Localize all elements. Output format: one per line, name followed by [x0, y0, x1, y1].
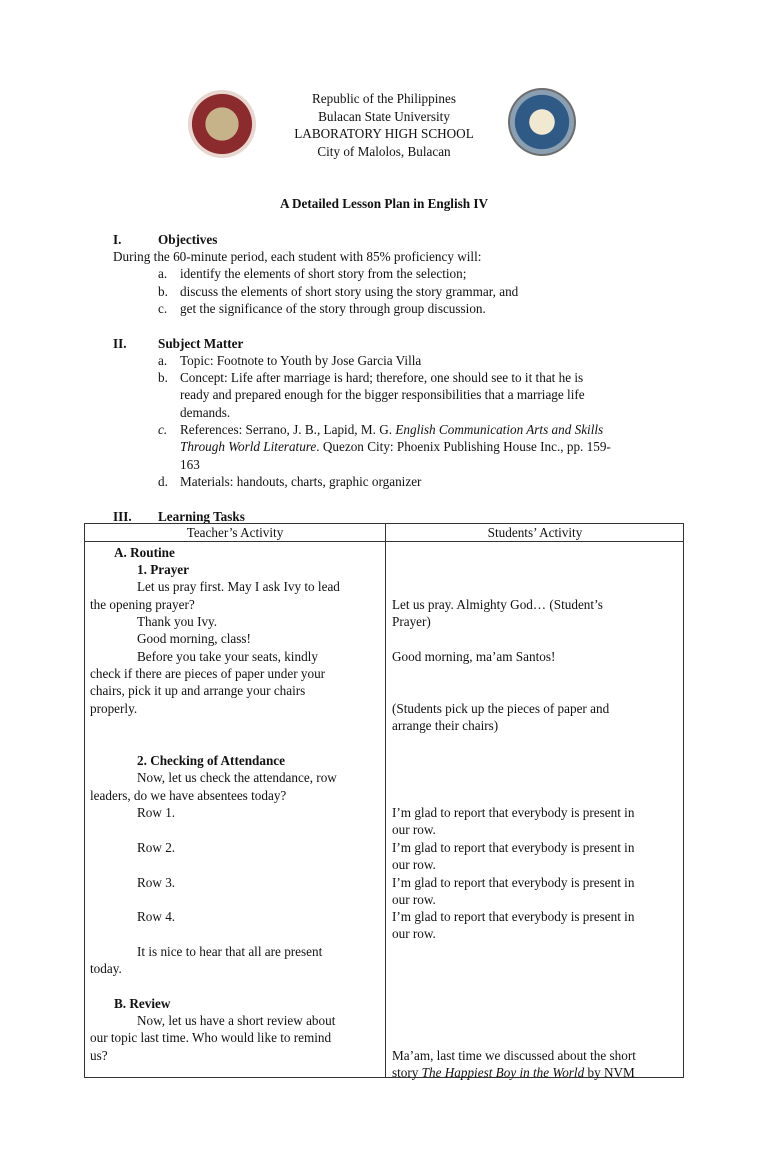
subject-a-letter: a. — [158, 353, 168, 368]
student-report-row-1-line-1: I’m glad to report that everybody is present in — [392, 805, 635, 820]
teacher-attendance-line-1: Now, let us check the attendance, row — [137, 770, 337, 785]
teacher-nice-line-1: It is nice to hear that all are present — [137, 944, 323, 959]
teacher-review-line-2: our topic last time. Who would like to remind — [90, 1030, 332, 1045]
student-chairs-line-2: arrange their chairs) — [392, 718, 499, 733]
section-heading-subject: Subject Matter — [158, 336, 244, 351]
subject-b-letter: b. — [158, 370, 168, 385]
objective-a-letter: a. — [158, 266, 168, 281]
university-seal-icon — [188, 90, 256, 158]
activity-table — [84, 523, 684, 1078]
teacher-review-line-1: Now, let us have a short review about — [137, 1013, 336, 1028]
section-heading-tasks: Learning Tasks — [158, 509, 245, 524]
subject-topic: Topic: Footnote to Youth by Jose Garcia Villa — [180, 353, 422, 368]
student-prayer-line-2: Prayer) — [392, 614, 431, 629]
letterhead-line-1: Republic of the Philippines — [312, 91, 456, 106]
teacher-row-4: Row 4. — [137, 909, 176, 924]
section-number-tasks: III. — [113, 509, 132, 524]
student-chairs-line-1: (Students pick up the pieces of paper and — [392, 701, 610, 716]
teacher-seats-line-1: Before you take your seats, kindly — [137, 649, 318, 664]
letterhead — [250, 90, 518, 160]
student-report-row-1-line-2: our row. — [392, 822, 436, 837]
student-report-row-4-line-2: our row. — [392, 926, 436, 941]
subject-concept-line-3: demands. — [180, 405, 231, 420]
objective-a-text: identify the elements of short story from the selection; — [180, 266, 467, 281]
page-title: A Detailed Lesson Plan in English IV — [279, 196, 489, 211]
subject-d-letter: d. — [158, 474, 168, 489]
subject-c-letter: c. — [158, 422, 168, 437]
student-report-row-2-line-1: I’m glad to report that everybody is present in — [392, 840, 635, 855]
objective-c-text: get the significance of the story through group discussion. — [180, 301, 486, 316]
teacher-prayer-line-2: the opening prayer? — [90, 597, 195, 612]
routine-heading: A. Routine — [114, 545, 175, 560]
teacher-prayer-line-1: Let us pray first. May I ask Ivy to lead — [137, 579, 340, 594]
table-column-divider — [385, 524, 386, 1077]
college-seal-icon — [508, 88, 576, 156]
objectives-intro: During the 60-minute period, each student with 85% proficiency will: — [113, 249, 482, 264]
prayer-heading: 1. Prayer — [137, 562, 189, 577]
teacher-seats-line-4: properly. — [90, 701, 138, 716]
subject-references-line-1: References: Serrano, J. B., Lapid, M. G. English Communication Arts and Skills — [180, 422, 604, 437]
letterhead-line-3: LABORATORY HIGH SCHOOL — [294, 126, 474, 141]
letterhead-line-2: Bulacan State University — [318, 108, 450, 124]
objective-b-letter: b. — [158, 284, 168, 299]
student-review-line-2: story The Happiest Boy in the World by NVM — [392, 1065, 635, 1080]
teacher-row-3: Row 3. — [137, 875, 176, 890]
table-header-students: Students’ Activity — [487, 525, 583, 540]
review-heading: B. Review — [114, 996, 171, 1011]
subject-materials: Materials: handouts, charts, graphic organizer — [180, 474, 422, 489]
student-report-row-3-line-2: our row. — [392, 892, 436, 907]
student-review-line-1: Ma’am, last time we discussed about the short — [392, 1048, 636, 1063]
section-number-subject: II. — [113, 336, 127, 351]
teacher-seats-line-2: check if there are pieces of paper under your — [90, 666, 326, 681]
teacher-greeting: Good morning, class! — [137, 631, 251, 646]
student-report-row-3-line-1: I’m glad to report that everybody is present in — [392, 875, 635, 890]
teacher-row-1: Row 1. — [137, 805, 176, 820]
student-greeting: Good morning, ma’am Santos! — [392, 649, 556, 664]
subject-concept-line-1: Concept: Life after marriage is hard; therefore, one should see to it that he is — [180, 370, 584, 385]
table-header-teacher: Teacher’s Activity — [186, 525, 284, 540]
student-report-row-2-line-2: our row. — [392, 857, 436, 872]
teacher-seats-line-3: chairs, pick it up and arrange your chairs — [90, 683, 306, 698]
section-heading-objectives: Objectives — [158, 232, 218, 247]
student-prayer-line-1: Let us pray. Almighty God… (Student’s — [392, 597, 603, 612]
teacher-attendance-line-2: leaders, do we have absentees today? — [90, 788, 287, 803]
subject-references-line-2: Through World Literature. Quezon City: Phoenix Publishing House Inc., pp. 159- — [180, 439, 611, 454]
objective-c-letter: c. — [158, 301, 168, 316]
teacher-row-2: Row 2. — [137, 840, 176, 855]
letterhead-line-4: City of Malolos, Bulacan — [317, 143, 451, 159]
teacher-thanks: Thank you Ivy. — [137, 614, 218, 629]
subject-concept-line-2: ready and prepared enough for the bigger responsibilities that a marriage life — [180, 387, 585, 402]
attendance-heading: 2. Checking of Attendance — [137, 753, 285, 768]
subject-references-line-3: 163 — [180, 457, 200, 472]
section-number-objectives: I. — [113, 232, 122, 247]
objective-b-text: discuss the elements of short story using the story grammar, and — [180, 284, 519, 299]
teacher-nice-line-2: today. — [90, 961, 122, 976]
student-report-row-4-line-1: I’m glad to report that everybody is present in — [392, 909, 635, 924]
teacher-review-line-3: us? — [90, 1048, 108, 1063]
